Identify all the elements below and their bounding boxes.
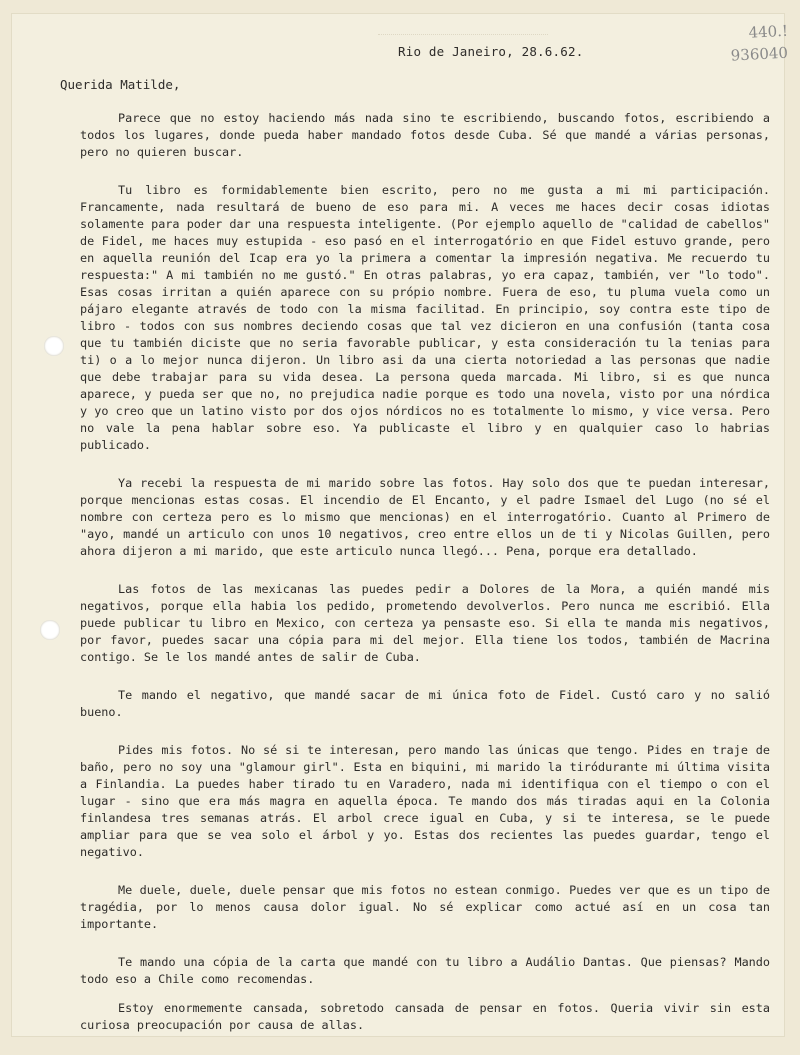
paragraph-4: Las fotos de las mexicanas las puedes pedir a Dolores de la Mora, a quién mandé mis negativos, porque ella habia los pedido, prometendo devolverlos. Pero nunca me escribió. Ella puede publicar tu libro en Mexico, con certeza ya pensaste eso. Si ella te manda mis negativos, por favor, puedes sacar una cópia para mi del mejor. Ella tiene los todos, también de Macrina contigo. Se le los mandé antes de salir de Cuba. [80, 582, 770, 664]
paragraph-9: Estoy enormemente cansada, sobretodo cansada de pensar en fotos. Queria vivir sin esta curiosa preocupación por causa de allas. [80, 1001, 770, 1032]
paragraph-2: Tu libro es formidablemente bien escrito, pero no me gusta a mi mi participación. Francamente, nada resultará de bueno de eso para mi. A veces me haces decir cosas idiotas solamente para poder dar una respuesta inteligente. (Por ejemplo aquello de "calidad de cabellos" de Fidel, me haces muy estupida - eso pasó en el interrogatório en que Fidel estuvo grande, pero en aquella reunión del Icap era yo la primera a comentar la impresión negativa. Me recuerdo tu respuesta:" A mi también no me gustó." En otras palabras, yo era capaz, también, ver "lo todo". Esas cosas irritan a quién aparece con su própio nombre. Fuera de eso, tu pluma vuela como un pájaro elegante através de todo con la misma facilitad. En principio, soy contra este tipo de libro - todos con sus nombres deciendo cosas que tal vez dicieron en una confusión (tanta cosa que tu también diciste que no seria favorable publicar, y esta consideración tu la tenias para ti) o a lo mejor nunca dijeron. Un libro asi da una cierta notoriedad a las personas que nadie que debe trabajar para su vida desea. La persona queda marcada. Mi libro, si es que nunca aparece, y pueda ser que no, no prejudica nadie porque es todo una novela, visto por una nórdica y yo creo que un latino visto por dos ojos nórdicos no es totalmente lo mismo, y vice versa. Pero no vale la pena hablar sobre eso. Ya publicaste el libro y en qualquier caso lo habrias publicado. [80, 183, 770, 452]
paragraph-1: Parece que no estoy haciendo más nada sino te escribiendo, buscando fotos, escribiendo a todos los lugares, donde pueda haber mandado fotos desde Cuba. Sé que mandé a várias personas, pero no quieren buscar. [80, 111, 770, 159]
punch-hole-bottom [40, 620, 60, 640]
paragraph-5: Te mando el negativo, que mandé sacar de mi única foto de Fidel. Custó caro y no salió bueno. [80, 688, 770, 719]
letter-date: Rio de Janeiro, 28.6.62. [398, 44, 584, 59]
archive-annotation [698, 22, 788, 66]
annotation-line-2: 936040 [730, 43, 789, 65]
annotation-line-1: 440.! [748, 21, 789, 42]
paragraph-8: Te mando una cópia de la carta que mandé con tu libro a Audálio Dantas. Que piensas? Mando todo eso a Chile como recomendas. [80, 955, 770, 986]
paragraph-3: Ya recebi la respuesta de mi marido sobre las fotos. Hay solo dos que te puedan interesar, porque mencionas estas cosas. El incendio de El Encanto, y el padre Ismael del Lugo (no sé el nombre con certeza pero es lo mismo que mencionas) en el interrogatório. Cuanto al Primero de "ayo, mandé un articulo con unos 10 negativos, creo entre ellos un de ti y Nicolas Guillen, pero ahora dijeron a mi marido, que este articulo nunca llegó... Pena, porque era detallado. [80, 476, 770, 558]
letter-body [80, 110, 770, 1055]
letter-greeting: Querida Matilde, [60, 77, 181, 92]
paragraph-6: Pides mis fotos. No sé si te interesan, pero mando las únicas que tengo. Pides en traje de baño, pero no soy una "glamour girl". Esta en biquini, mi marido la tiródurante mi última visita a Finlandia. La puedes haber tirado tu en Varadero, nada mi identifiqua con el tiempo o con el lugar - sino que era más magra en aquella época. Te mando dos más tiradas aqui en la Colonia finlandesa tres semanas atrás. El arbol crece igual en Cuba, y si te interesa, se le puede ampliar para que se vea solo el árbol y yo. Estas dos recientes las puedes guardar, tengo el negativo. [80, 743, 770, 859]
punch-hole-top [44, 336, 64, 356]
paragraph-7: Me duele, duele, duele pensar que mis fotos no estean conmigo. Puedes ver que es un tipo de tragédia, por lo menos causa dolor igual. No sé explicar como actué así en un cosa tan importante. [80, 883, 770, 931]
